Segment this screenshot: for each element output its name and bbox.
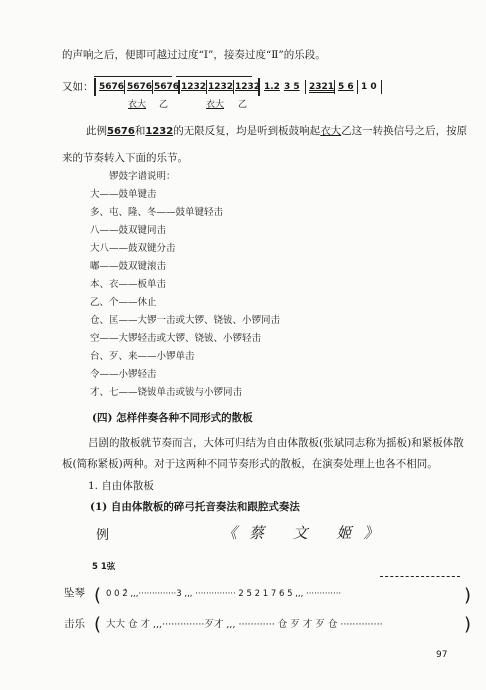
note-group: 1232 — [235, 82, 261, 92]
paragraph-body-line2: 板(简称紧板)两种。对于这两种不同节奏形式的散板，在演奏处理上也各不相同。 — [62, 458, 438, 470]
percussion-syllable: 衣大 — [128, 100, 147, 110]
legend-item: 多、屯、隆、冬——鼓单键轻击 — [90, 207, 224, 218]
zhuiqin-notes: 0 0 2̂ ,,,··············3 ,,, ··············· 2 5 2 1 7 6 5 ,,, ············· — [106, 589, 342, 599]
row-label-zhuiqin: 坠琴 — [64, 587, 85, 599]
legend-item: 才、七——铙钹单击或钹与小锣同击 — [90, 387, 243, 398]
note-group: 5 6 — [338, 82, 354, 92]
note-group: 5676 — [127, 82, 153, 92]
barline — [334, 80, 335, 94]
legend-item: 八——鼓双键同击 — [90, 225, 167, 236]
legend-item: 嘟——鼓双键滚击 — [90, 261, 167, 272]
brace-open: ( — [94, 585, 102, 606]
percussion-notes: 大大 仓 才 ,,,··············歹才 ,,, ············ 仓 歹 才 歹 仓 ·············· — [106, 619, 383, 630]
paragraph-explanation: 此例5676和1232的无限反复，均是听到板鼓响起衣大乙这一转换信号之后，按原 — [86, 125, 468, 137]
barline — [206, 80, 207, 94]
example-1-label: 又如： — [62, 81, 94, 93]
barline — [124, 80, 125, 94]
legend-title: 锣鼓字谱说明： — [109, 171, 176, 182]
repeat-end-bar — [258, 78, 260, 96]
legend-item: 令——小锣轻击 — [90, 369, 157, 380]
barline — [178, 80, 180, 94]
note-group: 1232 — [181, 82, 207, 92]
note-group: 1.2 — [264, 82, 280, 92]
paragraph-intro: 的声响之后，便即可越过过度“Ⅰ”，接奏过度“Ⅱ”的乐段。 — [62, 49, 326, 61]
phrase-dash — [380, 576, 460, 577]
note-group: 1 0 — [361, 82, 377, 92]
barline — [152, 80, 153, 94]
repeat-bracket-2 — [176, 76, 252, 77]
legend-item: 空——大锣轻击或大锣、铙钹、小锣轻击 — [90, 333, 262, 344]
repeat-start-bar — [94, 78, 96, 96]
barline — [381, 80, 382, 94]
example-title: 《蔡 文 姬》 — [222, 524, 391, 542]
subheading-1: 1. 自由体散板 — [88, 480, 154, 492]
barline — [233, 80, 234, 94]
note-group: 5676 — [99, 82, 125, 92]
page-number: 97 — [436, 650, 448, 660]
paragraph-explanation-line2: 来的节奏转入下面的乐节。 — [62, 152, 188, 164]
key-signature: 5 1弦 — [92, 562, 116, 572]
legend-item: 仓、匡——大锣一击或大锣、铙钹、小锣同击 — [90, 315, 281, 326]
percussion-syllable: 衣大 — [206, 100, 225, 110]
example-label: 例 — [96, 528, 110, 543]
note-group: 2321 — [309, 82, 335, 92]
barline — [357, 80, 358, 94]
legend-item: 台、歹、来——小锣单击 — [90, 351, 195, 362]
note-group: 1232 — [208, 82, 234, 92]
repeat-bracket-1 — [94, 76, 172, 77]
brace-close: ) — [464, 614, 472, 635]
legend-item: 本、衣——板单击 — [90, 279, 167, 290]
subheading-2: (1) 自由体散板的碎弓托音奏法和跟腔式奏法 — [90, 501, 300, 513]
row-label-percussion: 击乐 — [64, 618, 85, 630]
paragraph-body-line1: 吕剧的散板就节奏而言，大体可归结为自由体散板(张斌同志称为摇板)和紧板体散 — [88, 437, 464, 449]
legend-item: 乙、个——休止 — [90, 297, 157, 308]
barline — [305, 80, 306, 94]
note-group: 3 5 — [284, 82, 300, 92]
legend-item: 大——鼓单键击 — [90, 189, 157, 200]
brace-open: ( — [94, 614, 102, 635]
brace-close: ) — [464, 585, 472, 606]
note-group: 5676 — [154, 82, 180, 92]
percussion-syllable: 乙 — [159, 100, 169, 110]
section-heading: (四) 怎样伴奏各种不同形式的散板 — [92, 412, 253, 424]
legend-item: 大八——鼓双键分击 — [90, 243, 176, 254]
percussion-syllable: 乙 — [238, 100, 248, 110]
